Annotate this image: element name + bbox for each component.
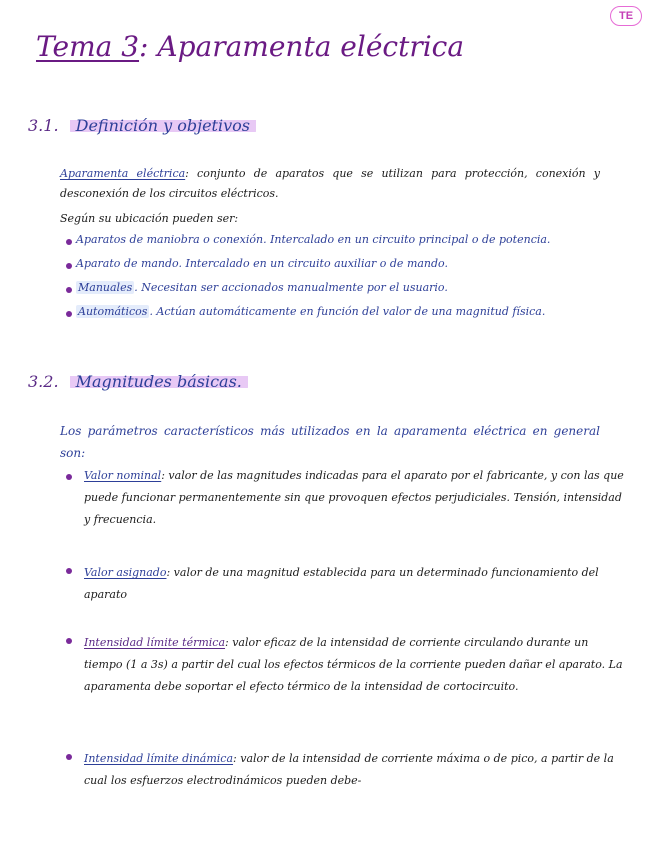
list-item bbox=[76, 257, 448, 270]
item-text: . Actúan automáticamente en función del valor de una magnitud física. bbox=[149, 305, 546, 318]
item-lead: Intensidad límite dinámica bbox=[84, 752, 234, 765]
list-item bbox=[76, 233, 550, 246]
item-text: . Intercalado en un circuito auxiliar o de mando. bbox=[178, 257, 448, 270]
item-lead: Aparato de mando bbox=[76, 257, 179, 270]
list-item bbox=[84, 632, 624, 698]
topic-badge: TE bbox=[610, 6, 642, 26]
title-separator: : bbox=[139, 30, 149, 63]
section-1-intro bbox=[60, 164, 600, 204]
item-text: : valor de una magnitud establecida para un determinado funcionamiento del aparato bbox=[84, 566, 599, 601]
list-item bbox=[76, 305, 545, 318]
intro-text: : conjunto de aparatos que se utilizan para protección, conexión y desconexión de los circuitos eléctricos. bbox=[60, 167, 600, 200]
item-lead: Intensidad límite térmica bbox=[84, 636, 226, 649]
section-1-heading bbox=[28, 116, 256, 135]
section-2-title: Magnitudes básicas. bbox=[70, 372, 248, 391]
list-item bbox=[84, 748, 624, 792]
title-prefix: Tema 3 bbox=[36, 30, 140, 63]
item-text: . Necesitan ser accionados manualmente por el usuario. bbox=[134, 281, 448, 294]
section-2-number: 3.2. bbox=[28, 372, 59, 391]
intro-term: Aparamenta eléctrica bbox=[60, 167, 186, 180]
bullet-dot bbox=[66, 638, 72, 644]
bullet-dot bbox=[66, 311, 72, 317]
item-lead: Aparatos de maniobra o conexión bbox=[76, 233, 264, 246]
item-lead: Automáticos bbox=[78, 305, 148, 318]
page-title bbox=[36, 30, 464, 63]
list-item bbox=[84, 465, 624, 531]
item-lead: Valor nominal bbox=[84, 469, 162, 482]
section-1-number: 3.1. bbox=[28, 116, 59, 135]
segun-line: Según su ubicación pueden ser: bbox=[60, 212, 239, 225]
item-text: : valor de la intensidad de corriente máxima o de pico, a partir de la cual los esfuerzos electrodinámicos pueden debe- bbox=[84, 752, 614, 787]
bullet-dot bbox=[66, 474, 72, 480]
section-1-title: Definición y objetivos bbox=[70, 116, 256, 135]
item-text: : valor de las magnitudes indicadas para el aparato por el fabricante, y con las que puede funcionar permanentemente sin que provoquen efectos perjudiciales. Tensión, intensidad y frecuencia. bbox=[84, 469, 624, 526]
section-2-heading bbox=[28, 372, 248, 391]
bullet-dot bbox=[66, 754, 72, 760]
section-2-intro: Los parámetros característicos más utilizados en la aparamenta eléctrica en general son: bbox=[60, 424, 600, 460]
title-text: Aparamenta eléctrica bbox=[157, 30, 465, 63]
item-lead: Manuales bbox=[78, 281, 133, 294]
item-text: . Intercalado en un circuito principal o de potencia. bbox=[263, 233, 551, 246]
bullet-dot bbox=[66, 287, 72, 293]
item-text: : valor eficaz de la intensidad de corriente circulando durante un tiempo (1 a 3s) a partir del cual los efectos térmicos de la corriente pueden dañar el aparato. La aparamenta debe soportar el efecto térmico de la intensidad de cortocircuito. bbox=[84, 636, 623, 693]
item-lead: Valor asignado bbox=[84, 566, 167, 579]
list-item bbox=[76, 281, 448, 294]
bullet-dot bbox=[66, 239, 72, 245]
bullet-dot bbox=[66, 263, 72, 269]
list-item bbox=[84, 562, 624, 606]
bullet-dot bbox=[66, 568, 72, 574]
